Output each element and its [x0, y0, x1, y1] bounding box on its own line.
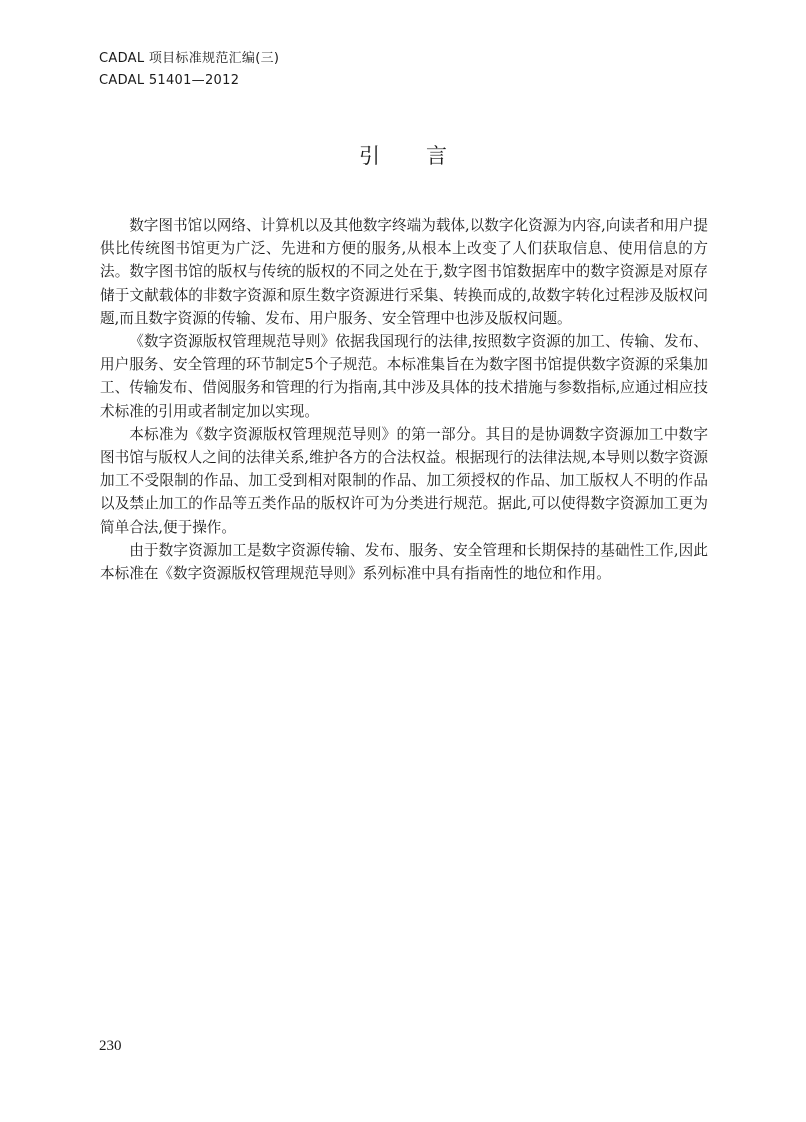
paragraph-1: 数字图书馆以网络、计算机以及其他数字终端为载体,以数字化资源为内容,向读者和用户提供比传统图书馆更为广泛、先进和方便的服务,从根本上改变了人们获取信息、使用信息的方法。数字图书馆的版权与传统的版权的不同之处在于,数字图书馆数据库中的数字资源是对原存储于文献载体的非数字资源和原生数字资源进行采集、转换而成的,故数字转化过程涉及版权问题,而且数字资源的传输、发布、用户服务、安全管理中也涉及版权问题。	[100, 217, 708, 327]
paragraph-2: 《数字资源版权管理规范导则》依据我国现行的法律,按照数字资源的加工、传输、发布、用户服务、安全管理的环节制定5个子规范。本标准集旨在为数字图书馆提供数字资源的采集加工、传输发布、借阅服务和管理的行为指南,其中涉及具体的技术措施与参数指标,应通过相应技术标准的引用或者制定加以实现。	[100, 333, 708, 420]
standard-code: CADAL 51401—2012	[99, 73, 240, 88]
document-body	[100, 214, 708, 585]
section-title: 引言	[359, 144, 493, 168]
running-header	[99, 48, 279, 92]
page-number: 230	[99, 1038, 122, 1054]
paragraph-4: 由于数字资源加工是数字资源传输、发布、服务、安全管理和长期保持的基础性工作,因此本标准在《数字资源版权管理规范导则》系列标准中具有指南性的地位和作用。	[100, 541, 708, 583]
paragraph-3: 本标准为《数字资源版权管理规范导则》的第一部分。其目的是协调数字资源加工中数字图书馆与版权人之间的法律关系,维护各方的合法权益。根据现行的法律法规,本导则以数字资源加工不受限制的作品、加工受到相对限制的作品、加工须授权的作品、加工版权人不明的作品以及禁止加工的作品等五类作品的版权许可为分类进行规范。据此,可以使得数字资源加工更为简单合法,便于操作。	[100, 425, 708, 536]
series-title: CADAL 项目标准规范汇编(三)	[99, 51, 280, 66]
